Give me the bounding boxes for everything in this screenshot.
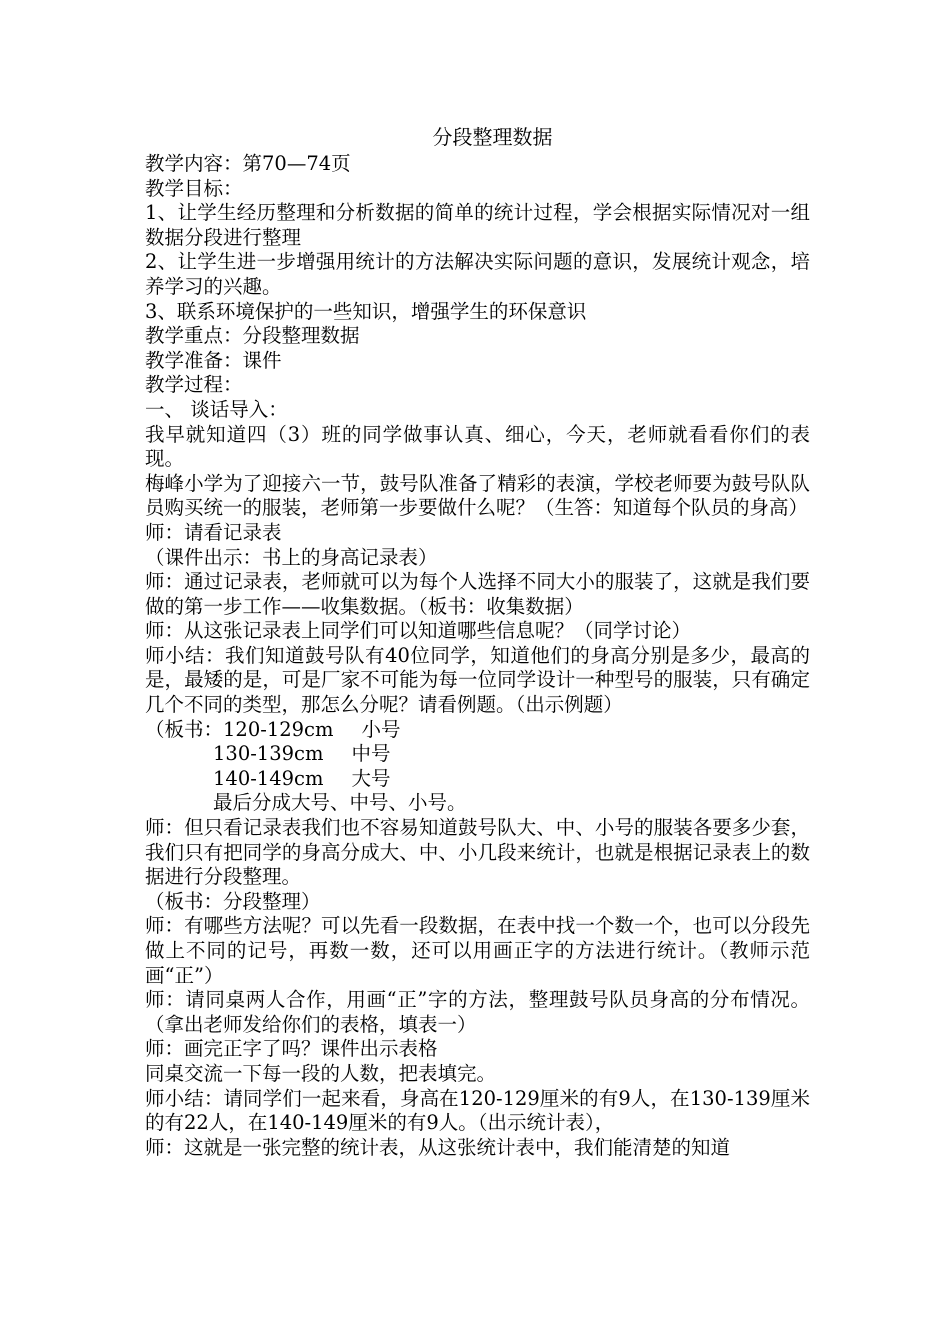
board-prefix: （板书： [145,717,224,741]
board-range: 140-149cm [213,766,324,790]
text-line: 师：请同桌两人合作，用画“正”字的方法，整理鼓号队员身高的分布情况。（拿出老师发给你们的表格，填表一） [145,988,810,1036]
board-size: 小号 [361,717,401,741]
document-page [145,122,810,1160]
board-range: 130-139cm [213,742,324,766]
board-row [145,718,810,743]
text-line: （课件出示：书上的身高记录表） [145,545,438,569]
board-size: 大号 [351,766,391,790]
text-line: 师：画完正字了吗？课件出示表格 [145,1037,438,1061]
text-line: 师：通过记录表，老师就可以为每个人选择不同大小的服装了，这就是我们要做的第一步工作——收集数据。（板书：收集数据） [145,570,810,618]
text-line: 教学目标： [145,176,243,200]
text-line: 一、 谈话导入： [145,397,288,421]
text-line: 师小结：请同学们一起来看，身高在120-129厘米的有9人，在130-139厘米的有22人，在140-149厘米的有9人。（出示统计表）， [145,1086,810,1135]
text-line: 教学过程： [145,373,243,397]
text-line: （板书：分段整理） [145,889,321,913]
text-line: 我早就知道四（3）班的同学做事认真、细心，今天，老师就看看你们的表现。 [145,422,810,471]
board-range: 120-129cm [223,717,334,741]
text-line: 3、联系环境保护的一些知识，增强学生的环保意识 [145,299,587,323]
text-line: 同桌交流一下每一段的人数，把表填完。 [145,1061,497,1085]
text-line: 1、让学生经历整理和分析数据的简单的统计过程，学会根据实际情况对一组数据分段进行整理 [145,201,810,249]
board-summary: 最后分成大号、中号、小号。 [213,791,467,815]
text-line: 师小结：我们知道鼓号队有40位同学，知道他们的身高分别是多少，最高的是，最矮的是，可是厂家不可能为每一位同学设计一种型号的服装，只有确定几个不同的类型，那怎么分呢？请看例题。（出示例题） [145,643,810,717]
text-line: 师：但只看记录表我们也不容易知道鼓号队大、中、小号的服装各要多少套，我们只有把同学的身高分成大、中、小几段来统计，也就是根据记录表上的数据进行分段整理。 [145,816,810,889]
board-size: 中号 [351,742,391,766]
text-line: 教学重点：分段整理数据 [145,324,360,348]
board-row [145,767,810,792]
text-line: 梅峰小学为了迎接六一节，鼓号队准备了精彩的表演，学校老师要为鼓号队队员购买统一的服装，老师第一步要做什么呢？（生答：知道每个队员的身高） [145,471,810,520]
text-line: 师：从这张记录表上同学们可以知道哪些信息呢？（同学讨论） [145,619,692,643]
board-block [145,718,810,816]
document-title: 分段整理数据 [432,125,553,149]
text-line: 教学内容：第70—74页 [145,152,351,175]
text-line: 2、让学生进一步增强用统计的方法解决实际问题的意识，发展统计观念，培养学习的兴趣。 [145,250,810,298]
text-line: 师：有哪些方法呢？可以先看一段数据，在表中找一个数一个，也可以分段先做上不同的记号，再数一数，还可以用画正字的方法进行统计。（教师示范画“正”） [145,914,810,987]
board-row [145,742,810,767]
text-line: 师：这就是一张完整的统计表，从这张统计表中，我们能清楚的知道 [145,1135,731,1159]
text-line: 教学准备：课件 [145,348,282,372]
text-line: 师：请看记录表 [145,520,282,544]
